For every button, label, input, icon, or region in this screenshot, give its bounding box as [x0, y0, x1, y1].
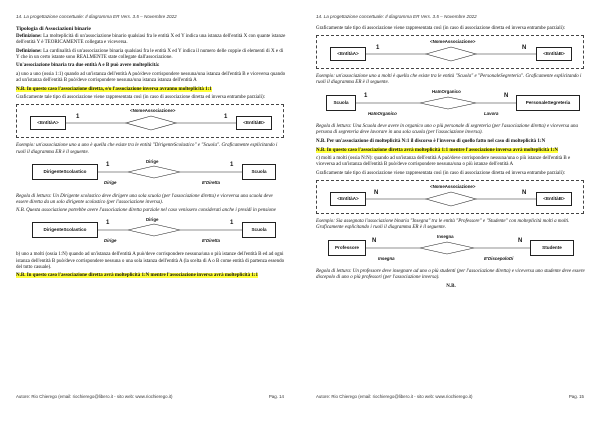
cardinality-b: N	[504, 93, 509, 100]
entity-scuola: Scuola	[242, 222, 276, 238]
role-b: E'Diretta	[202, 179, 220, 185]
er-diagram-generic-1to1	[16, 104, 286, 138]
role-b: E'Diretta	[202, 238, 220, 244]
relationship-diamond	[426, 192, 476, 206]
reading-rule: Regola di lettura: Un Dirigente scolastico deve dirigere una sola scuola (per l'associazione diretta) e viceversa una scuola deve essere diretta da un solo dirigente scolastico (per l'associazione inversa).	[16, 193, 273, 205]
one-to-many-description: b) uno a molti (ossia 1:N) quando ad un'istanza dell'entità A può/deve corrispondere nessuna/una o più istanze dell'entità B ed ad ogni istanza dell'entità B può/deve corrispondere nessuna o una sola istanza dell'entità A (la scelta di A o B come entità di partenza essendo del tutto casuale).	[16, 252, 285, 270]
er-diagram-dirige-2	[16, 217, 286, 247]
cardinality-a: 1	[376, 45, 380, 52]
role-a: Dirige	[104, 179, 117, 185]
relationship-label: <NomeAssociazione>	[430, 39, 476, 45]
entity-b: <EntitàB>	[536, 192, 572, 206]
relationship-diamond	[420, 242, 474, 254]
entity-dirigente: DirigenteScolastico	[32, 164, 98, 180]
entity-scuola: Scuola	[326, 95, 356, 111]
reading-rule: Regola di lettura: Una Scuola deve avere in organico uno o più personale di segreteria (per l'associazione diretta) e viceversa una persona di segreteria deve lavorare in una sola scuola (per l'associazione inversa).	[316, 124, 578, 136]
example-text: Esempio: Sia assegnata l'associazione binaria "Insegna" tra le entità "Professore" e "Studente" con molteplicità molti a molti. Graficamente esplicitando i ruoli il diagramma ER è il seguente.	[316, 218, 570, 231]
relationship-label: Insegna	[437, 234, 454, 240]
role-a: Dirige	[104, 238, 117, 244]
highlight-text: N.B. In questo caso l'associazione diretta avrà molteplicità 1:N mentre l'associazione inversa avrà molteplicità 1:1	[16, 273, 259, 279]
er-diagram-generic-NtoN	[316, 180, 586, 214]
nb-note	[16, 273, 286, 279]
page-right	[300, 0, 600, 424]
entity-b: <EntitàB>	[236, 116, 272, 130]
cardinality-a: 1	[76, 114, 80, 121]
entity-a: <EntitàA>	[330, 47, 366, 61]
definition-text: La molteplicità di un'associazione binario qualsiasi fra le entità X ed Y indica una istanza dell'entità X con quante istanze dell'entità Y è TEORICAMENTE collegata e viceversa.	[16, 34, 286, 46]
many-to-many-description: c) molti a molti (ossia N:N): quando ad un'istanza dell'entità A può/deve corrispondere nessuna/una o più istanze dell'entità B e viceversa ad un'istanza dell'entità B può/deve corrispondere nessuna/una o più istanze dell'entità A	[316, 156, 571, 168]
page-footer	[316, 394, 584, 399]
definition-text: La cardinalità di un'associazione binaria qualsiasi fra le entità X ed Y indica il numero delle coppie di elementi di X e di Y che in un certo istante sono REALMENTE state collegate dall'associazione.	[16, 48, 284, 60]
role-a: HaInOrganico	[368, 111, 397, 117]
role-a: Insegna	[378, 256, 395, 262]
page-header: 14. La progettazione concettuale: Il diagramma ER Vers. 3.5 – Novembre 2022	[316, 14, 477, 19]
cardinality-a: 1	[106, 220, 110, 227]
cardinality-a: 1	[364, 93, 368, 100]
entity-scuola: Scuola	[242, 164, 276, 180]
cardinality-b: 1	[224, 114, 228, 121]
relationship-diamond	[420, 97, 476, 109]
one-to-one-description: a) uno a uno (ossia 1:1) quando ad un'istanza dell'entità A può/deve corrispondere nessuna/una istanza dell'entità B e viceversa quando ad un'istanza dell'entità B può/deve corrispondere nessuna/una istanza istanza dell'entità A	[16, 72, 286, 84]
relationship-label: HaInOrganico	[432, 89, 461, 95]
page-content	[316, 26, 586, 292]
entity-a: <EntitàA>	[330, 192, 366, 206]
nb-note	[316, 148, 586, 154]
reading-rule: Regola di lettura: Un professore deve insegnare ad uno o più studenti (per l'associazione diretta) e viceversa uno studente deve essere discepolo di uno o più professori (per l'associazione inversa).	[316, 269, 585, 281]
er-diagram-dirige-1	[16, 159, 286, 189]
highlight-text: N.B. In questo caso l'associazione diretta avrà molteplicità 1:1 mentre l'associazione inversa avrà molteplicità 1:N	[316, 147, 559, 153]
entity-studente: Studente	[530, 240, 574, 256]
graphic-description: Graficamente tale tipo di associazione viene rappresentata così (in caso di associazione diretta ed inversa entrambe parziali):	[316, 26, 566, 31]
nb-note	[16, 87, 286, 93]
relationship-label: <NomeAssociazione>	[130, 108, 176, 114]
entity-b: <EntitàB>	[536, 47, 572, 61]
page-footer	[16, 394, 284, 399]
cardinality-b: N	[522, 45, 527, 52]
page-number: Pag. 15	[568, 394, 584, 399]
graphic-description: Graficamente tale tipo di associazione viene rappresentata così (in caso di associazione diretta ed inversa entrambe parziali):	[316, 170, 566, 176]
er-diagram-insegna	[316, 234, 586, 264]
er-diagram-generic-1toN	[316, 35, 586, 69]
cardinality-a: N	[374, 189, 379, 196]
page-number: Pag. 14	[268, 394, 284, 399]
nb-note: N.B. Questa associazione potrebbe avere l'associazione diretta parziale nel caso venissero considerati anche i presidi in pensione	[16, 208, 276, 214]
relationship-diamond	[426, 47, 476, 61]
role-b: Lavora	[484, 111, 499, 117]
relationship-diamond	[128, 166, 180, 178]
relationship-diamond	[128, 224, 180, 236]
example-text: Esempio: un'associazione uno a uno è quella che esiste tra le entità "DirigenteScolastico" e "Scuola". Graficamente esplicitando i ruoli il diagramma ER è il seguente.	[16, 143, 278, 155]
highlight-text: N.B. In questo caso l'associazione diretta, e/o l'associazione inversa avranno molteplicità 1:1	[16, 86, 212, 92]
entity-a: <EntitàA>	[30, 116, 66, 130]
graphic-description: Graficamente tale tipo di associazione viene rappresentata così (in caso di associazione diretta ed inversa entrambe parziali):	[16, 95, 266, 101]
page-header: 14. La progettazione concettuale: Il diagramma ER Vers. 3.5 – Novembre 2022	[16, 14, 177, 19]
cardinality-b: 1	[230, 220, 234, 227]
section-title: Tipologia di Associazioni binarie	[16, 26, 91, 32]
definition-cardinality	[16, 49, 286, 61]
entity-dirigente: DirigenteScolastico	[32, 222, 98, 238]
definition-label: Definizione:	[16, 48, 42, 54]
footer-author: Autore: Rio Chierego (email: riochierego@libero.it - sito web: www.riochierego.it)	[16, 394, 173, 399]
page-content	[16, 26, 286, 282]
definition-label: Definizione:	[16, 34, 42, 40]
definition-multiplicity	[16, 34, 286, 46]
relationship-diamond	[126, 116, 176, 130]
cardinality-b: N	[522, 189, 527, 196]
cardinality-a: N	[372, 238, 377, 245]
entity-professore: Professore	[328, 240, 366, 256]
nb-end: N.B.	[446, 283, 456, 289]
relationship-label: Dirige	[146, 217, 159, 223]
relationship-label: <NomeAssociazione>	[430, 183, 476, 189]
entity-personale: PersonaleSegreteria	[516, 95, 580, 111]
subsection-title: Un'associazione binaria tra due entità A e B può avere molteplicità:	[16, 63, 160, 69]
footer-author: Autore: Rio Chierego (email: riochierego@libero.it - sito web: www.riochierego.it)	[316, 394, 473, 399]
role-b: E'DiscepoloDi	[484, 256, 514, 262]
relationship-label: Dirige	[146, 158, 159, 164]
cardinality-b: 1	[230, 161, 234, 168]
cardinality-a: 1	[106, 161, 110, 168]
example-text: Esempio: un'associazione uno a molti è quella che esiste tra le entità "Scuola" e "PersonaleSegreteria". Graficamente esplicitando i ruoli il diagramma ER è il seguente.	[316, 74, 582, 86]
cardinality-b: N	[518, 238, 523, 245]
er-diagram-hainorganico	[316, 89, 586, 119]
nb-note: N.B. Per un'associazione di molteplicità N:1 il discorso è l'inverso di quello fatto nel caso di molteplicità 1:N	[316, 138, 546, 144]
